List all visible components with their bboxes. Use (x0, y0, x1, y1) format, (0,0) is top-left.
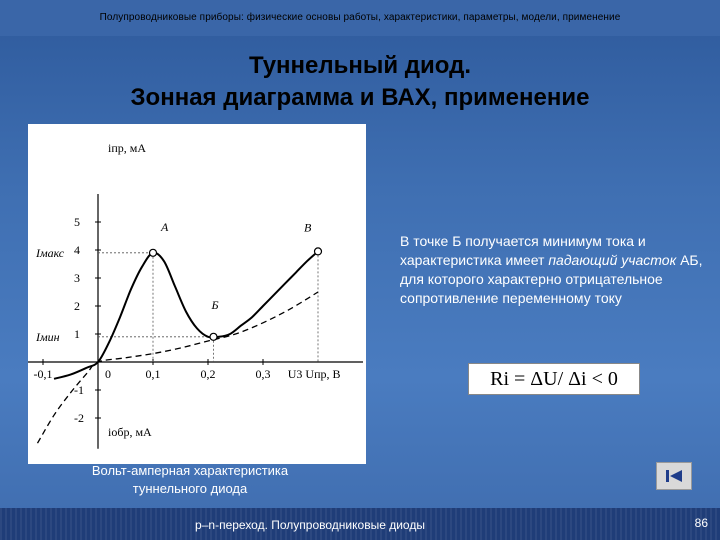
chart-caption-line1: Вольт-амперная характеристика (91, 463, 289, 478)
page-title-line2: Зонная диаграмма и ВАХ, применение (130, 84, 590, 111)
y-tick-label: -1 (74, 383, 84, 397)
point-label: В (304, 220, 312, 235)
point-marker (150, 249, 157, 256)
point-marker (315, 248, 322, 255)
x-tick-label: 0,2 (200, 367, 216, 381)
imax-label: Iмакс (36, 245, 65, 260)
iv-chart-panel (28, 124, 366, 464)
x-tick-label: 0,1 (145, 367, 161, 381)
chart-caption-line2: туннельного диода (132, 481, 248, 496)
y-tick-label: 5 (74, 215, 80, 229)
y-tick-label: 1 (74, 327, 80, 341)
footer-text: p–n-переход. Полупроводниковые диоды (195, 518, 425, 532)
y-tick-label: 4 (74, 243, 80, 257)
imin-label: Iмин (36, 329, 60, 344)
iv-chart (28, 124, 366, 464)
y-neg-axis-label: iобр, мА (108, 425, 152, 439)
y-axis-label: iпр, мА (108, 141, 147, 155)
description-emphasis: падающий участок (548, 252, 677, 268)
nav-first-slide-button[interactable] (656, 462, 692, 490)
point-label: А (161, 219, 169, 234)
formula-text: Ri = ΔU/ Δi < 0 (490, 367, 618, 390)
point-marker (210, 333, 217, 340)
x-tick-label: 0,3 (255, 367, 271, 381)
y-tick-label: 3 (74, 271, 80, 285)
header-caption: Полупроводниковые приборы: физические основы работы, характеристики, параметры, модели, применение (99, 12, 621, 23)
page-title-line1: Туннельный диод. (248, 52, 472, 79)
x-tick-label: -0,1 (33, 367, 53, 381)
description-text (400, 232, 710, 308)
y-tick-label: -2 (74, 411, 84, 425)
x-axis-label: U3 Uпр, В (287, 367, 341, 381)
description-part1: В точке Б получается минимум тока и характеристика имеет (400, 233, 646, 268)
point-label: Б (211, 297, 219, 312)
description-part2: АБ, для которого характерно отрицательное сопротивление переменному току (400, 252, 703, 306)
tunnel-diode-curve (54, 251, 318, 378)
x-tick-label: 0 (105, 367, 111, 381)
chart-caption (60, 462, 320, 498)
y-tick-label: 2 (74, 299, 80, 313)
resistance-formula (468, 363, 640, 395)
skip-to-start-icon (663, 468, 685, 484)
page-number: 86 (694, 516, 708, 530)
